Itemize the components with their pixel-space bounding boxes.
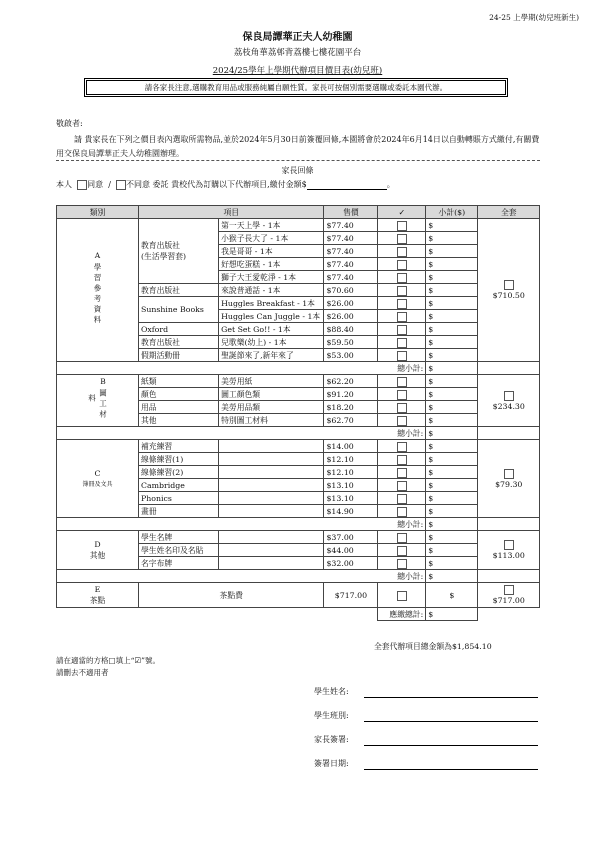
item-checkbox[interactable]	[397, 377, 407, 387]
item-checkbox[interactable]	[397, 533, 407, 543]
cut-line	[56, 160, 540, 161]
item-price: $77.40	[324, 258, 378, 271]
item-checkbox-cell[interactable]	[378, 284, 426, 297]
subtotal-cell[interactable]: $	[426, 531, 478, 544]
item-checkbox-cell[interactable]	[378, 414, 426, 427]
publisher-cell: Oxford	[139, 323, 219, 336]
column-header: 全套	[478, 206, 540, 219]
item-name: Get Set Go!! - 1本	[219, 323, 324, 336]
category-cell	[57, 531, 139, 570]
item-checkbox-cell[interactable]	[378, 219, 426, 232]
subtotal-cell[interactable]: $	[426, 466, 478, 479]
item-checkbox[interactable]	[397, 273, 407, 283]
item-name: 茶點費	[139, 583, 324, 608]
set-price: $79.30	[495, 479, 523, 489]
form-title: 2024/25學年上學期代辦項目價目表(幼兒班)	[212, 66, 383, 76]
item-checkbox-cell[interactable]	[378, 466, 426, 479]
subtotal-cell[interactable]: $	[426, 232, 478, 245]
item-checkbox-cell[interactable]	[378, 310, 426, 323]
item-checkbox[interactable]	[397, 591, 407, 601]
item-price: $91.20	[324, 388, 378, 401]
reply-title: 家長回條	[281, 166, 314, 175]
blank-cell	[478, 427, 540, 440]
publisher-cell: 學生名牌	[139, 531, 219, 544]
item-name: 來說普通話 - 1本	[219, 284, 324, 297]
item-name	[219, 453, 324, 466]
item-price: $13.10	[324, 492, 378, 505]
publisher-cell: 紙類	[139, 375, 219, 388]
subtotal-cell[interactable]: $	[426, 258, 478, 271]
item-name: 我是哥哥 - 1本	[219, 245, 324, 258]
item-name: 美勞用品類	[219, 401, 324, 414]
item-checkbox[interactable]	[397, 403, 407, 413]
parent-sign-field[interactable]	[364, 745, 538, 746]
blank-cell	[57, 608, 378, 621]
checkbox-instruction: 請在適當的方格□填上“☑”號。	[56, 656, 160, 665]
publisher-cell: 假期活動冊	[139, 349, 219, 362]
item-checkbox-cell[interactable]	[378, 479, 426, 492]
item-price: $77.40	[324, 232, 378, 245]
table-header	[57, 206, 540, 219]
sign-date-label: 簽署日期:	[314, 759, 349, 768]
set-price: $710.50	[492, 291, 525, 300]
item-name: 圖工顏色類	[219, 388, 324, 401]
agree-checkbox[interactable]	[77, 180, 87, 190]
blank-cell	[478, 608, 540, 621]
set-price: $234.30	[492, 401, 525, 411]
section-subtotal[interactable]: $	[426, 362, 478, 375]
set-checkbox[interactable]	[504, 469, 514, 479]
category-letter: E	[94, 585, 101, 594]
category-letter: C	[94, 468, 101, 478]
set-checkbox[interactable]	[504, 585, 514, 595]
item-checkbox-cell[interactable]	[378, 557, 426, 570]
publisher-cell: 學生姓名印及名貼	[139, 544, 219, 557]
section-subtotal[interactable]: $	[426, 427, 478, 440]
item-checkbox[interactable]	[397, 442, 407, 452]
item-checkbox-cell[interactable]	[378, 440, 426, 453]
publisher-cell: Phonics	[139, 492, 219, 505]
subtotal-cell[interactable]: $	[426, 323, 478, 336]
subtotal-cell[interactable]: $	[426, 245, 478, 258]
item-checkbox-cell[interactable]	[378, 388, 426, 401]
column-header: 類別	[57, 206, 139, 219]
greeting: 敬啟者:	[56, 119, 83, 128]
set-price-cell	[478, 219, 540, 362]
set-checkbox[interactable]	[504, 280, 514, 290]
category-label: A學習參考資料	[93, 251, 102, 326]
subtotal-cell[interactable]: $	[426, 544, 478, 557]
item-name	[219, 544, 324, 557]
column-header: 小計($)	[426, 206, 478, 219]
item-checkbox-cell[interactable]	[378, 531, 426, 544]
column-header: 售價	[324, 206, 378, 219]
category-cell	[57, 440, 139, 518]
subtotal-cell[interactable]: $	[426, 414, 478, 427]
subtotal-row	[57, 362, 540, 375]
disagree-label: 不同意	[125, 180, 150, 189]
item-checkbox-cell[interactable]	[378, 492, 426, 505]
subtotal-cell[interactable]: $	[426, 310, 478, 323]
notice-box: 請各家長注意,選購教育用品或服務純屬自願性質。家長可按個別需要選購或委託本園代辦。	[86, 80, 506, 95]
item-name	[219, 466, 324, 479]
publisher-cell: Cambridge	[139, 479, 219, 492]
publisher-cell: 教育出版社	[139, 336, 219, 349]
item-price: $14.00	[324, 440, 378, 453]
table-row	[57, 531, 540, 544]
consent-prefix: 本人	[56, 180, 72, 189]
item-checkbox-cell[interactable]	[378, 258, 426, 271]
item-name: 兒歌樂(幼上) - 1本	[219, 336, 324, 349]
category-cell	[57, 375, 139, 427]
item-price: $53.00	[324, 349, 378, 362]
item-checkbox-cell[interactable]	[378, 375, 426, 388]
grand-total-row	[57, 608, 540, 621]
agree-label: 同意	[87, 180, 104, 189]
item-checkbox[interactable]	[397, 559, 407, 569]
item-price: $26.00	[324, 310, 378, 323]
parent-sign-label: 家長簽署:	[314, 735, 349, 744]
item-price: $18.20	[324, 401, 378, 414]
subtotal-label: 總小計:	[57, 570, 426, 583]
item-name: Huggles Breakfast - 1本	[219, 297, 324, 310]
item-checkbox[interactable]	[397, 416, 407, 426]
item-checkbox-cell[interactable]	[378, 245, 426, 258]
item-checkbox[interactable]	[397, 455, 407, 465]
subtotal-cell[interactable]: $	[426, 349, 478, 362]
item-price: $70.60	[324, 284, 378, 297]
subtotal-cell[interactable]: $	[426, 557, 478, 570]
subtotal-cell[interactable]: $	[426, 492, 478, 505]
publisher-cell: 線條練習(2)	[139, 466, 219, 479]
subtotal-row	[57, 518, 540, 531]
table-row	[57, 219, 540, 232]
subtotal-cell[interactable]: $	[426, 297, 478, 310]
category-label: 其他	[89, 551, 106, 560]
publisher-cell: 教育出版社	[139, 284, 219, 297]
publisher-cell: 教育出版社 (生活學習套)	[139, 219, 219, 284]
item-checkbox-cell[interactable]	[378, 349, 426, 362]
item-checkbox[interactable]	[397, 299, 407, 309]
item-price: $12.10	[324, 466, 378, 479]
grand-total-label: 應繳總計:	[378, 608, 426, 621]
item-price: $32.00	[324, 557, 378, 570]
item-checkbox-cell[interactable]	[378, 297, 426, 310]
item-name: 小猴子長大了 - 1本	[219, 232, 324, 245]
item-checkbox[interactable]	[397, 507, 407, 517]
subtotal-cell[interactable]: $	[426, 479, 478, 492]
subtotal-cell[interactable]: $	[426, 583, 478, 608]
publisher-cell: 名字布牌	[139, 557, 219, 570]
subtotal-row	[57, 570, 540, 583]
item-price: $77.40	[324, 219, 378, 232]
item-price: $59.50	[324, 336, 378, 349]
consent-line	[56, 179, 395, 190]
category-label: 簿冊及文具	[82, 480, 113, 488]
item-checkbox-cell[interactable]	[378, 336, 426, 349]
subtotal-cell[interactable]: $	[426, 388, 478, 401]
item-checkbox[interactable]	[397, 546, 407, 556]
item-checkbox[interactable]	[397, 286, 407, 296]
set-price-cell	[478, 583, 540, 608]
set-checkbox[interactable]	[504, 391, 514, 401]
subtotal-cell[interactable]: $	[426, 219, 478, 232]
subtotal-cell[interactable]: $	[426, 453, 478, 466]
blank-cell	[478, 570, 540, 583]
blank-cell	[478, 518, 540, 531]
price-table	[56, 205, 540, 621]
item-price: $14.90	[324, 505, 378, 518]
item-checkbox[interactable]	[397, 221, 407, 231]
publisher-cell: 其他	[139, 414, 219, 427]
item-name: 美勞用紙	[219, 375, 324, 388]
publisher-cell: 線條練習(1)	[139, 453, 219, 466]
column-header: ✓	[378, 206, 426, 219]
category-label: B圖工材料	[87, 377, 108, 421]
consent-sep: /	[108, 180, 111, 189]
item-price: $77.40	[324, 245, 378, 258]
student-name-label: 學生姓名:	[314, 687, 349, 696]
subtotal-row	[57, 427, 540, 440]
subtotal-label: 總小計:	[57, 518, 426, 531]
student-name-field[interactable]	[364, 697, 538, 698]
subtotal-cell[interactable]: $	[426, 375, 478, 388]
subtotal-label: 總小計:	[57, 427, 426, 440]
set-checkbox[interactable]	[504, 540, 514, 550]
set-price-cell	[478, 375, 540, 427]
item-checkbox[interactable]	[397, 390, 407, 400]
school-name: 保良局譚華正夫人幼稚園	[242, 32, 353, 43]
item-price: $62.20	[324, 375, 378, 388]
category-letter: D	[94, 540, 101, 549]
item-checkbox[interactable]	[397, 312, 407, 322]
item-checkbox[interactable]	[397, 325, 407, 335]
school-address: 荔枝角華荔邨背荔樓七樓花園平台	[233, 48, 362, 58]
publisher-cell: Sunshine Books	[139, 297, 219, 323]
item-name	[219, 505, 324, 518]
item-price: $44.00	[324, 544, 378, 557]
item-name: 好想吃蛋糕 - 1本	[219, 258, 324, 271]
blank-cell	[478, 362, 540, 375]
delete-instruction: 請刪去不適用者	[56, 668, 109, 677]
student-class-label: 學生班別:	[314, 711, 349, 720]
item-price: $37.00	[324, 531, 378, 544]
item-name: 特別圖工材料	[219, 414, 324, 427]
subtotal-cell[interactable]: $	[426, 336, 478, 349]
disagree-checkbox[interactable]	[116, 180, 126, 190]
item-name	[219, 492, 324, 505]
table-row	[57, 375, 540, 388]
category-cell	[57, 583, 139, 608]
item-checkbox[interactable]	[397, 234, 407, 244]
set-price-cell	[478, 531, 540, 570]
amount-blank[interactable]	[307, 180, 387, 190]
item-price: $77.40	[324, 271, 378, 284]
subtotal-cell[interactable]: $	[426, 401, 478, 414]
section-subtotal[interactable]: $	[426, 570, 478, 583]
publisher-cell: 補充練習	[139, 440, 219, 453]
subtotal-cell[interactable]: $	[426, 505, 478, 518]
item-checkbox-cell[interactable]	[378, 232, 426, 245]
letter-body: 請 貴家長在下列之價目表內選取所需物品,並於2024年5月30日前簽覆回條,本園將會於2024年6月14日以自動轉賬方式繳付,有關費用交保良局譚華正夫人幼稚園辦理。	[56, 135, 540, 158]
table-row	[57, 440, 540, 453]
item-checkbox-cell[interactable]	[378, 583, 426, 608]
table-row	[57, 583, 540, 608]
item-name	[219, 479, 324, 492]
subtotal-label: 總小計:	[57, 362, 426, 375]
item-checkbox-cell[interactable]	[378, 505, 426, 518]
column-header: 項目	[139, 206, 324, 219]
grand-summary: 全套代辦項目總金額為$1,854.10	[374, 642, 492, 651]
consent-end: 。	[386, 180, 395, 189]
item-price: $717.00	[324, 583, 378, 608]
item-name: 聖誕節來了,新年來了	[219, 349, 324, 362]
subtotal-cell[interactable]: $	[426, 271, 478, 284]
category-label: 茶點	[89, 596, 106, 605]
item-price: $12.10	[324, 453, 378, 466]
item-price: $88.40	[324, 323, 378, 336]
item-price: $26.00	[324, 297, 378, 310]
item-checkbox-cell[interactable]	[378, 323, 426, 336]
item-checkbox[interactable]	[397, 494, 407, 504]
item-checkbox[interactable]	[397, 481, 407, 491]
student-class-field[interactable]	[364, 721, 538, 722]
item-name: 第一天上學 - 1本	[219, 219, 324, 232]
item-checkbox[interactable]	[397, 468, 407, 478]
item-checkbox-cell[interactable]	[378, 401, 426, 414]
item-checkbox[interactable]	[397, 338, 407, 348]
publisher-cell: 顏色	[139, 388, 219, 401]
item-checkbox[interactable]	[397, 260, 407, 270]
item-checkbox[interactable]	[397, 351, 407, 361]
subtotal-cell[interactable]: $	[426, 284, 478, 297]
subtotal-cell[interactable]: $	[426, 440, 478, 453]
item-checkbox-cell[interactable]	[378, 453, 426, 466]
item-name	[219, 531, 324, 544]
item-checkbox-cell[interactable]	[378, 271, 426, 284]
term-tag: 24-25 上學期(幼兒班新生)	[489, 13, 579, 22]
item-name: 獅子大王愛乾淨 - 1本	[219, 271, 324, 284]
sign-date-field[interactable]	[364, 769, 538, 770]
set-price-cell	[478, 440, 540, 518]
item-checkbox[interactable]	[397, 247, 407, 257]
item-checkbox-cell[interactable]	[378, 544, 426, 557]
grand-total-value[interactable]: $	[426, 608, 478, 621]
item-price: $62.70	[324, 414, 378, 427]
set-price: $717.00	[492, 596, 525, 605]
item-name: Huggles Can Juggle - 1本	[219, 310, 324, 323]
publisher-cell: 用品	[139, 401, 219, 414]
consent-text: 委託 貴校代為訂購以下代辦項目,繳付金額$	[152, 180, 307, 189]
item-name	[219, 440, 324, 453]
item-name	[219, 557, 324, 570]
item-price: $13.10	[324, 479, 378, 492]
set-price: $113.00	[492, 551, 525, 560]
category-cell	[57, 219, 139, 362]
section-subtotal[interactable]: $	[426, 518, 478, 531]
publisher-cell: 畫冊	[139, 505, 219, 518]
